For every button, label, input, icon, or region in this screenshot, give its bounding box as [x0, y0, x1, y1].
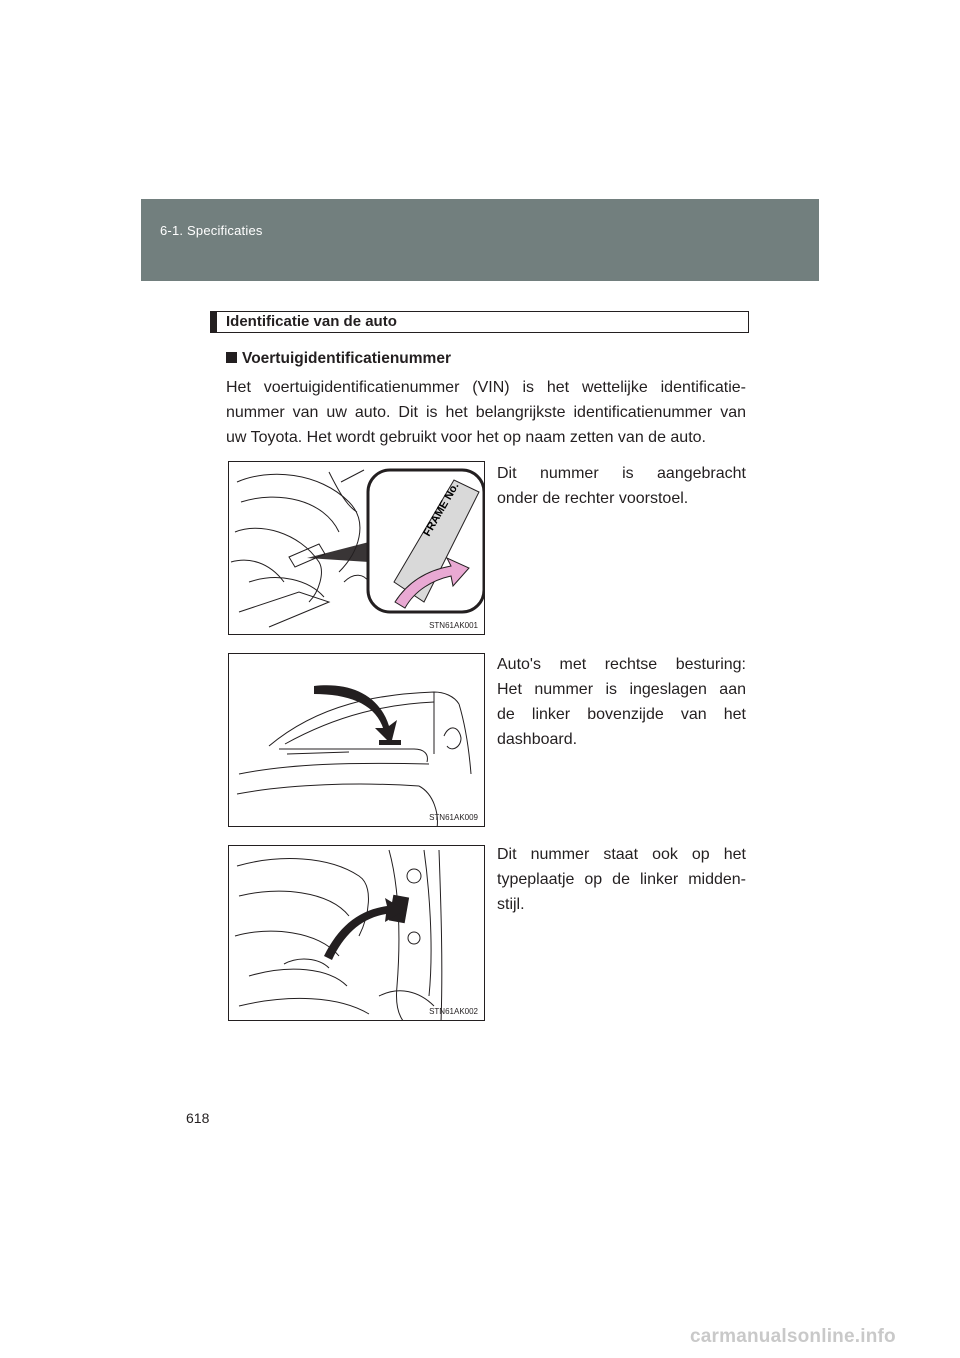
figure-2-description — [497, 652, 746, 752]
description-line: Dit nummer is aangebracht — [497, 465, 746, 482]
subheading — [226, 350, 451, 368]
watermark: carmanualsonline.info — [690, 1326, 896, 1347]
section-title-bar — [211, 312, 217, 332]
description-line: Dit nummer staat ook op het — [497, 846, 746, 863]
description-line: Auto's met rechtse besturing: — [497, 656, 746, 673]
bullet-square-icon — [226, 352, 237, 363]
figure-code: STN61AK001 — [429, 621, 478, 630]
intro-line: Het voertuigidentificatienummer (VIN) is het wettelijke identificatie- — [226, 379, 746, 396]
chapter-header-band — [141, 199, 819, 281]
figure-code: STN61AK009 — [429, 813, 478, 822]
chapter-section-label: 6-1. Specificaties — [160, 223, 263, 238]
intro-paragraph — [226, 375, 746, 450]
figure-seat-frame-number — [228, 461, 485, 635]
description-line: Het nummer is ingeslagen aan — [497, 681, 746, 698]
page-number: 618 — [186, 1110, 210, 1126]
figure-1-description — [497, 461, 746, 511]
figure-code: STN61AK002 — [429, 1007, 478, 1016]
seat-illustration — [229, 462, 485, 635]
pillar-illustration — [229, 846, 485, 1021]
figure-3-description — [497, 842, 746, 917]
subheading-text: Voertuigidentificatienummer — [242, 350, 451, 367]
description-line: stijl. — [497, 896, 525, 913]
pointer-arrow-icon — [324, 898, 405, 960]
frame-number-label: FRAME No. — [421, 480, 462, 539]
windshield-illustration — [229, 654, 485, 827]
description-line: de linker bovenzijde van het — [497, 706, 746, 723]
intro-line: nummer van uw auto. Dit is het belangrijkste identificatienummer van — [226, 404, 746, 421]
section-title-box — [210, 311, 749, 333]
description-line: dashboard. — [497, 731, 578, 748]
figure-dashboard-vin — [228, 653, 485, 827]
description-line: onder de rechter voorstoel. — [497, 490, 689, 507]
description-line: typeplaatje op de linker midden- — [497, 871, 746, 888]
section-title: Identificatie van de auto — [226, 313, 397, 330]
figure-pillar-plate — [228, 845, 485, 1021]
intro-line: uw Toyota. Het wordt gebruikt voor het op naam zetten van de auto. — [226, 429, 706, 446]
